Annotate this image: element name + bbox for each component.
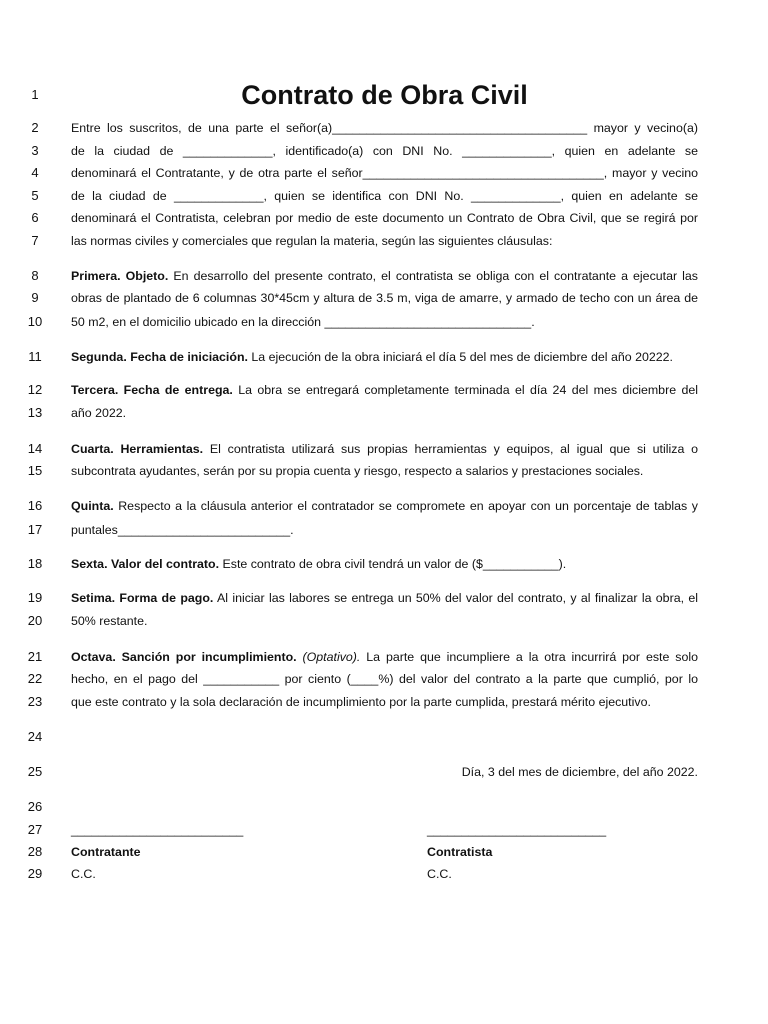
- line-6: [0, 206, 768, 230]
- clause-text: Respecto a la cláusula anterior el contratador se compromete en apoyar con un porcentaje de tablas y: [113, 499, 698, 513]
- clause-segunda: [71, 345, 698, 369]
- line-number: 17: [27, 522, 43, 537]
- line-14: [0, 437, 768, 461]
- line-17: [0, 518, 768, 542]
- optional-note: (Optativo).: [302, 650, 361, 664]
- line-19: [0, 586, 768, 610]
- line-number: 11: [28, 349, 42, 364]
- line-13: [0, 401, 768, 425]
- line-26: [0, 795, 768, 819]
- line-number: 24: [27, 729, 43, 744]
- signature-role-contratante: Contratante: [71, 845, 141, 859]
- clause-text: hecho, en el pago del ___________ por ciento (____%) del valor del contrato a la parte que cumplió, por lo: [71, 672, 698, 686]
- signature-line-contratante: _________________________: [71, 823, 244, 837]
- line-number: 18: [27, 556, 43, 571]
- clause-text: La parte que incumpliere a la otra incurrirá por este solo: [360, 650, 698, 664]
- line-number: 10: [27, 314, 43, 329]
- clause-heading: Cuarta. Herramientas.: [71, 442, 204, 456]
- line-24: [0, 725, 768, 749]
- line-number: 28: [27, 844, 43, 859]
- clause-text: Al iniciar las labores se entrega un 50% del valor del contrato, y al finalizar la obra, el: [213, 591, 698, 605]
- line-10: [0, 310, 768, 334]
- line-number: 29: [27, 866, 43, 881]
- line-29: [0, 862, 768, 886]
- line-15: [0, 459, 768, 483]
- clause-text: año 2022.: [71, 406, 127, 420]
- line-number: 1: [31, 87, 39, 102]
- line-number: 15: [27, 463, 43, 478]
- signature-role-contratista: Contratista: [427, 845, 493, 859]
- clause-octava: [71, 645, 698, 669]
- document-title: Contrato de Obra Civil: [241, 80, 528, 110]
- line-8: [0, 264, 768, 288]
- clause-heading: Tercera. Fecha de entrega.: [71, 383, 233, 397]
- line-16: [0, 494, 768, 518]
- clause-text: En desarrollo del presente contrato, el contratista se obliga con el contratante a ejecutar las: [168, 269, 698, 283]
- clause-primera: [71, 264, 698, 288]
- line-number: 23: [27, 694, 43, 709]
- line-number: 16: [27, 498, 43, 513]
- line-9: [0, 286, 768, 310]
- line-number: 9: [31, 290, 39, 305]
- clause-text: El contratista utilizará sus propias herramientas y equipos, al igual que si utiliza o: [203, 442, 699, 456]
- line-number: 25: [27, 764, 43, 779]
- clause-heading: Primera. Objeto.: [71, 269, 169, 283]
- clause-setima: [71, 586, 698, 610]
- line-18: [0, 552, 768, 576]
- line-4: [0, 161, 768, 185]
- line-number: 6: [31, 210, 39, 225]
- intro-text: las normas civiles y comerciales que regulan la materia, según las siguientes cláusulas:: [71, 234, 553, 248]
- line-number: 12: [27, 382, 43, 397]
- line-number: 26: [27, 799, 43, 814]
- line-number: 2: [31, 120, 39, 135]
- line-20: [0, 609, 768, 633]
- line-number: 13: [27, 405, 43, 420]
- line-number: 5: [31, 188, 39, 203]
- line-number: 7: [31, 233, 39, 248]
- line-1: [0, 80, 768, 110]
- clause-text: La ejecución de la obra iniciará el día 5 del mes de diciembre del año 20222.: [247, 350, 673, 364]
- clause-heading: Quinta.: [71, 499, 114, 513]
- intro-text: de la ciudad de _____________, quien se identifica con DNI No. _____________, quien en adelante se: [71, 189, 698, 203]
- clause-tercera: [71, 378, 698, 402]
- line-number: 27: [27, 822, 43, 837]
- clause-text: puntales_________________________.: [71, 523, 294, 537]
- clause-text: 50 m2, en el domicilio ubicado en la dirección ______________________________.: [71, 315, 535, 329]
- clause-text: La obra se entregará completamente terminada el día 24 del mes diciembre del: [232, 383, 698, 397]
- clause-text: Este contrato de obra civil tendrá un valor de ($___________).: [219, 557, 567, 571]
- line-22: [0, 667, 768, 691]
- date-line: Día, 3 del mes de diciembre, del año 2022.: [461, 765, 698, 779]
- clause-text: 50% restante.: [71, 614, 148, 628]
- intro-text: de la ciudad de _____________, identificado(a) con DNI No. _____________, quien en adelante se: [71, 144, 698, 158]
- clause-cuarta: [71, 437, 698, 461]
- line-number: 19: [27, 590, 43, 605]
- intro-text: denominará el Contratista, celebran por medio de este documento un Contrato de Obra Civil, que se regirá por: [71, 211, 698, 225]
- signature-id-contratista: C.C.: [427, 867, 452, 881]
- line-number: 21: [27, 649, 43, 664]
- clause-text: obras de plantado de 6 columnas 30*45cm y altura de 3.5 m, viga de amarre, y armado de techo con un área de: [71, 291, 698, 305]
- line-3: [0, 139, 768, 163]
- line-number: 8: [31, 268, 39, 283]
- clause-heading: Octava. Sanción por incumplimiento.: [71, 650, 297, 664]
- line-25: [0, 760, 768, 784]
- line-number: 4: [31, 165, 39, 180]
- clause-sexta: [71, 552, 698, 576]
- intro-text: denominará el Contratante, y de otra parte el señor___________________________________, mayor y vecino: [71, 166, 698, 180]
- intro-text: Entre los suscritos, de una parte el señor(a)_____________________________________ mayor y vecino(a): [71, 121, 698, 135]
- line-11: [0, 345, 768, 369]
- line-12: [0, 378, 768, 402]
- line-number: 20: [27, 613, 43, 628]
- line-number: 22: [27, 671, 43, 686]
- line-27: [0, 818, 768, 842]
- line-7: [0, 229, 768, 253]
- line-5: [0, 184, 768, 208]
- line-2: [0, 116, 768, 140]
- clause-heading: Setima. Forma de pago.: [71, 591, 214, 605]
- clause-heading: Sexta. Valor del contrato.: [71, 557, 220, 571]
- clause-text: subcontrata ayudantes, serán por su propia cuenta y riesgo, respecto a salarios y prestaciones sociales.: [71, 464, 644, 478]
- line-28: [0, 840, 768, 864]
- line-number: 3: [31, 143, 39, 158]
- signature-id-contratante: C.C.: [71, 867, 96, 881]
- line-23: [0, 690, 768, 714]
- line-21: [0, 645, 768, 669]
- signature-line-contratista: __________________________: [427, 823, 607, 837]
- clause-text: que este contrato y la sola declaración de incumplimiento por la parte cumplida, prestará mérito ejecutivo.: [71, 695, 651, 709]
- clause-quinta: [71, 494, 698, 518]
- clause-heading: Segunda. Fecha de iniciación.: [71, 350, 248, 364]
- line-number: 14: [27, 441, 43, 456]
